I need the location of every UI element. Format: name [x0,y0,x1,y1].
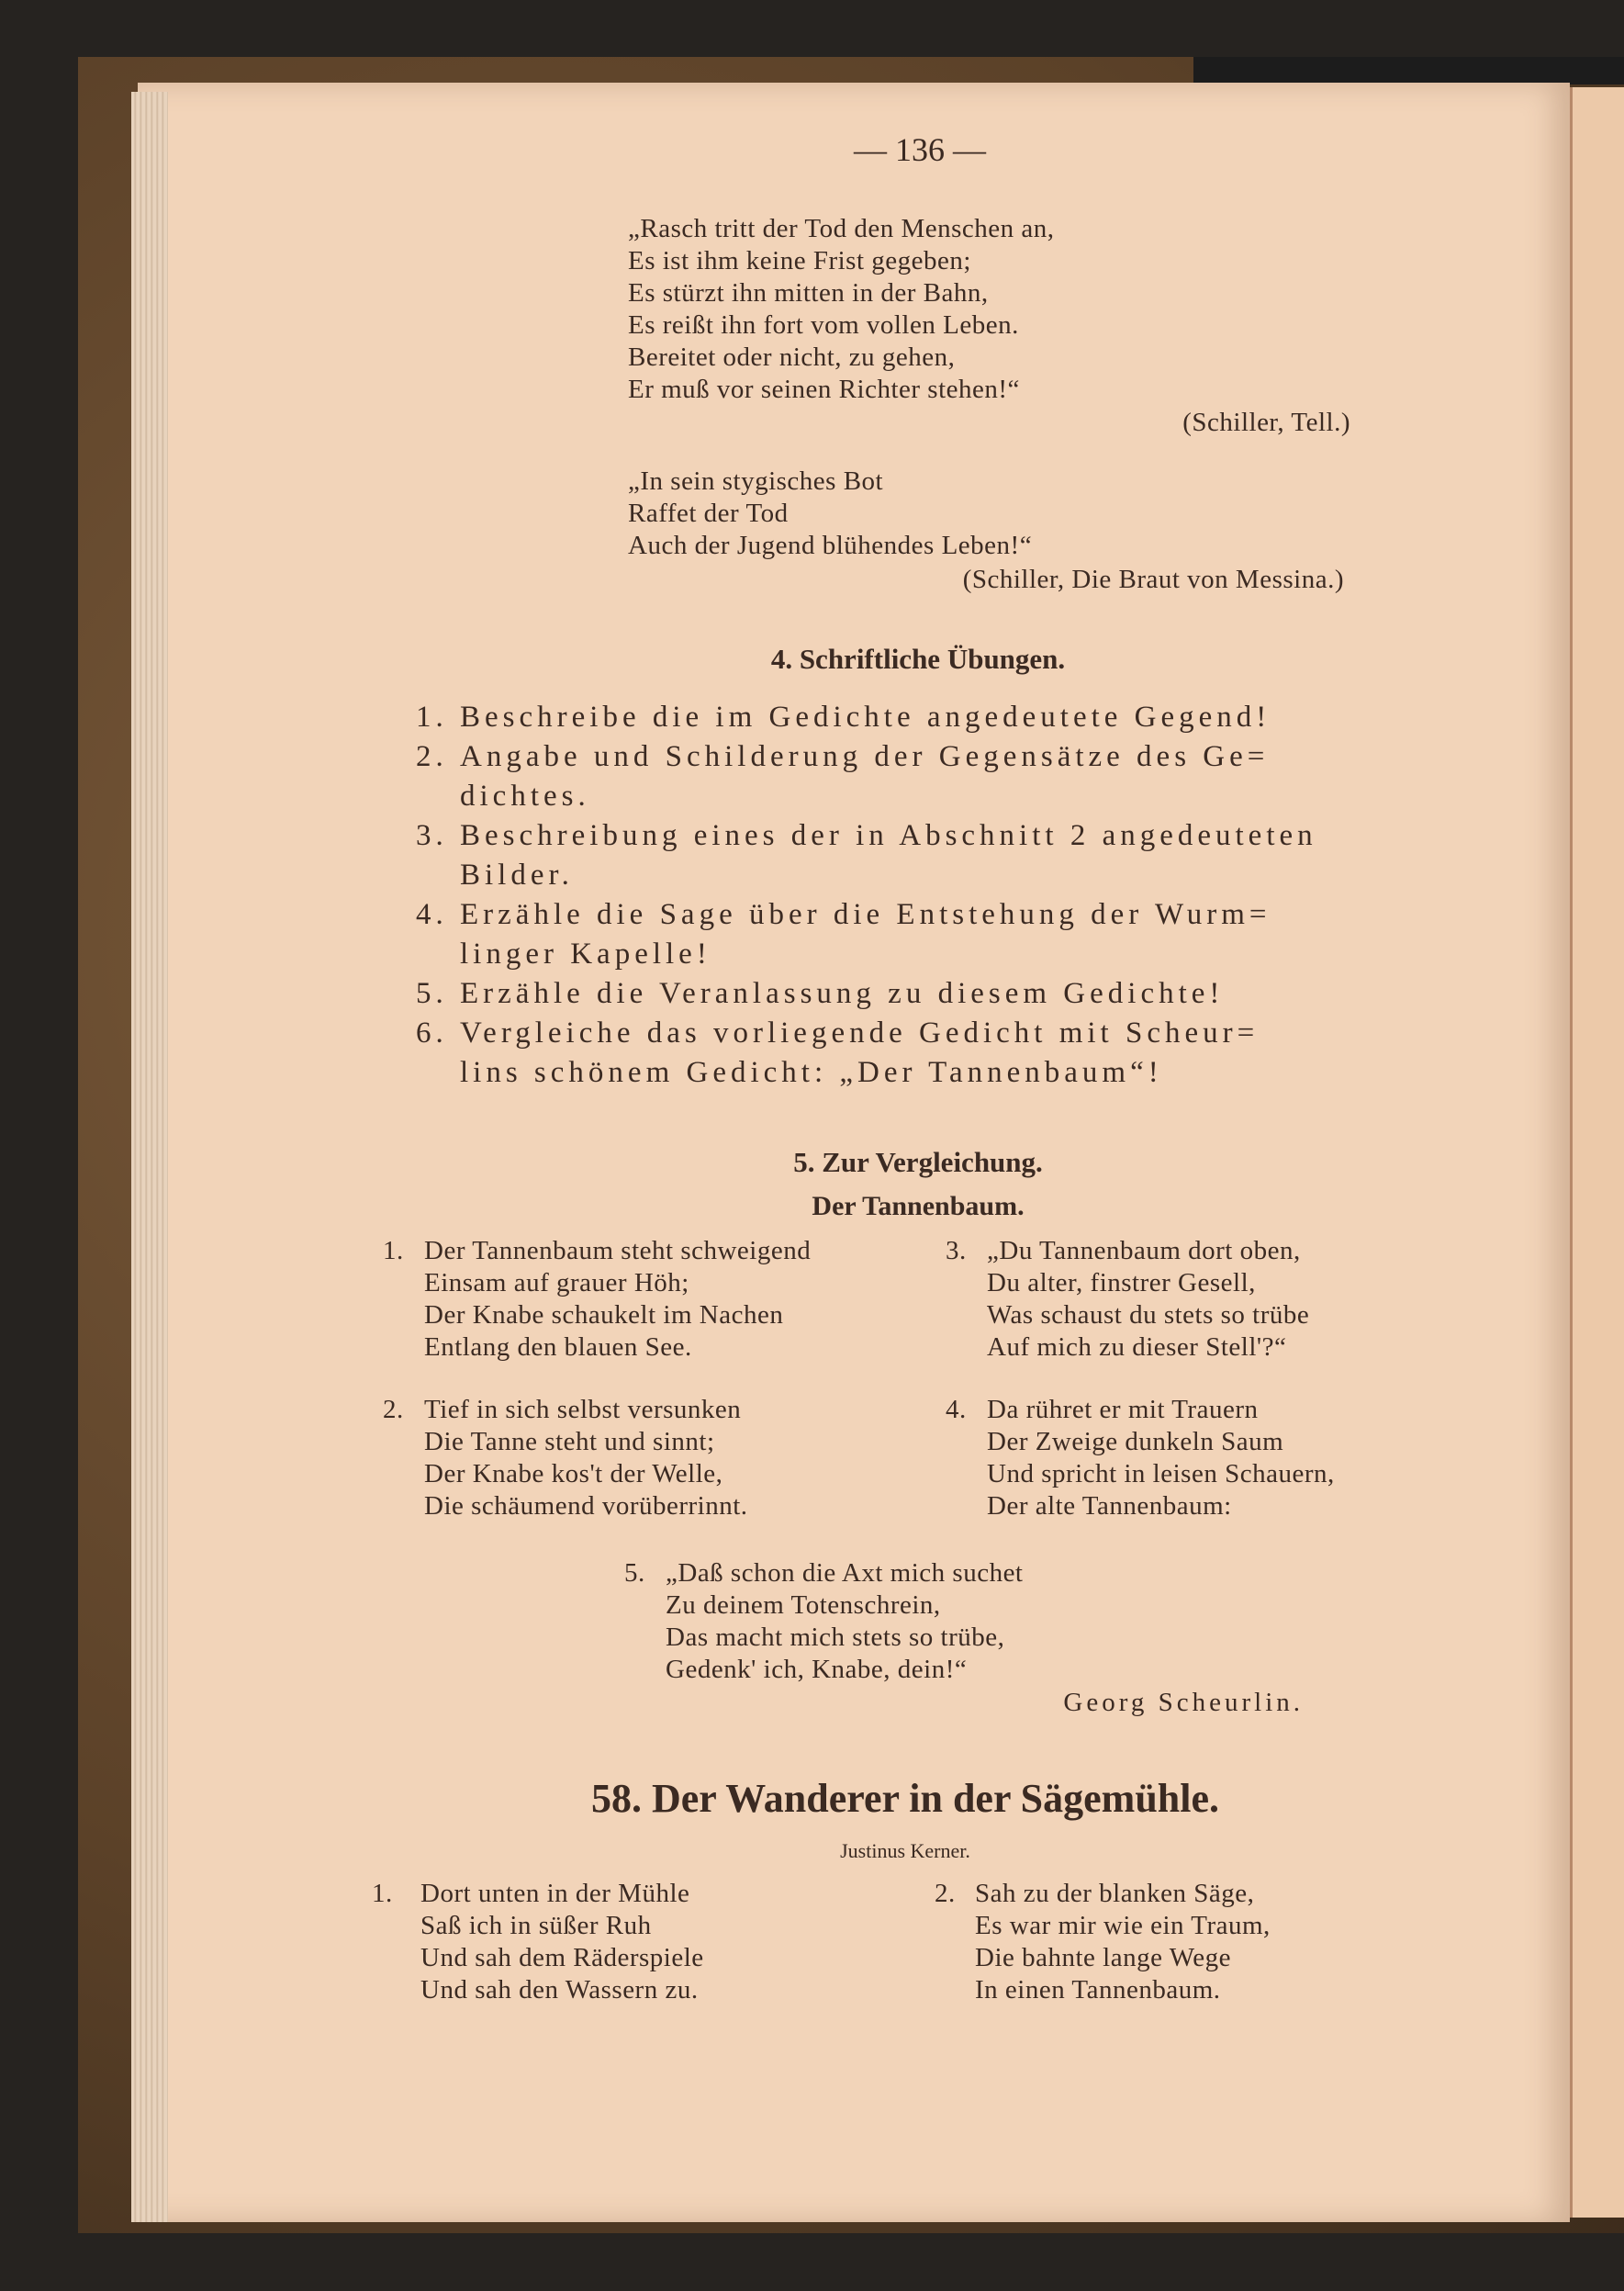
item-number: 5. [416,977,448,1010]
text-line: „Du Tannenbaum dort oben, [987,1236,1301,1265]
quote-schiller-tell [628,213,1055,406]
stanza [946,1235,1309,1364]
text-line: Saß ich in süßer Ruh [420,1911,652,1940]
exercise-list [416,698,1317,1093]
book-cover-top [1193,57,1624,84]
stanza [946,1394,1335,1522]
quote-attribution: (Schiller, Die Braut von Messina.) [962,565,1344,594]
text-line: Erzähle die Veranlassung zu diesem Gedichte! [460,977,1225,1010]
section-heading: 4. Schriftliche Übungen. [770,643,1066,675]
item-number: 2. [416,740,448,773]
text-line: lins schönem Gedicht: „Der Tannenbaum“! [460,1056,1163,1089]
text-line: Da rühret er mit Trauern [987,1395,1259,1424]
text-line: Erzähle die Sage über die Entstehung der Wurm= [460,898,1271,931]
text-line: Zu deinem Totenschrein, [666,1590,941,1620]
page-number: — 136 — [854,131,986,168]
text-line: Der alte Tannenbaum: [987,1491,1232,1521]
text-line: Und sah den Wassern zu. [420,1975,699,2005]
stanza [935,1878,1271,2006]
quote-attribution: (Schiller, Tell.) [1182,408,1350,437]
text-line: Der Zweige dunkeln Saum [987,1427,1284,1456]
text-line: Es ist ihm keine Frist gegeben; [628,246,971,275]
text-line: Beschreibung eines der in Abschnitt 2 angedeuteten [460,819,1317,852]
text-line: Raffet der Tod [628,499,789,528]
text-line: „Rasch tritt der Tod den Menschen an, [628,214,1055,243]
text-line: Einsam auf grauer Höh; [424,1268,689,1297]
text-line: Angabe und Schilderung der Gegensätze des Ge= [460,740,1270,773]
item-number: 3. [416,819,448,852]
poem-title: Der Tannenbaum. [812,1191,1025,1221]
stanza [383,1394,748,1522]
text-line: dichtes. [460,780,590,813]
text-line: linger Kapelle! [460,938,711,971]
text-line: Bilder. [460,859,574,892]
text-line: Auch der Jugend blühendes Leben!“ [628,531,1033,560]
text-line: Der Knabe schaukelt im Nachen [424,1300,784,1330]
text-line: Vergleiche das vorliegende Gedicht mit Scheur= [460,1016,1260,1050]
text-line: Sah zu der blanken Säge, [975,1879,1255,1908]
item-number: 1. [372,1879,393,1908]
text-line: Bereitet oder nicht, zu gehen, [628,343,956,372]
text-line: Gedenk' ich, Knabe, dein!“ [666,1655,968,1684]
text-line: Das macht mich stets so trübe, [666,1623,1005,1652]
text-line: Was schaust du stets so trübe [987,1300,1310,1330]
text-line: Du alter, finstrer Gesell, [987,1268,1256,1297]
text-line: „Daß schon die Axt mich suchet [666,1558,1024,1588]
item-number: 1. [416,701,448,734]
text-line: Der Knabe kos't der Welle, [424,1459,723,1488]
text-line: Die Tanne steht und sinnt; [424,1427,715,1456]
page-edges [131,92,168,2222]
section-heading: 5. Zur Vergleichung. [793,1146,1043,1178]
text-line: Die schäumend vorüberrinnt. [424,1491,748,1521]
text-line: Entlang den blauen See. [424,1332,692,1362]
item-number: 2. [935,1879,956,1908]
quote-schiller-messina [628,466,1032,562]
item-number: 2. [383,1395,404,1424]
text-line: Der Tannenbaum steht schweigend [424,1236,812,1265]
stanza [383,1235,811,1364]
text-line: Es reißt ihn fort vom vollen Leben. [628,310,1019,340]
text-line: Dort unten in der Mühle [420,1879,690,1908]
text-line: Auf mich zu dieser Stell'?“ [987,1332,1287,1362]
text-line: Tief in sich selbst versunken [424,1395,742,1424]
text-line: Beschreibe die im Gedichte angedeutete Gegend! [460,701,1271,734]
chapter-title: 58. Der Wanderer in der Sägemühle. [590,1776,1220,1821]
stanza [372,1878,704,2006]
item-number: 1. [383,1236,404,1265]
text-line: Die bahnte lange Wege [975,1943,1231,1972]
facing-page-edge [1570,87,1624,2218]
item-number: 4. [416,898,448,931]
poem-author: Georg Scheurlin. [1063,1688,1304,1717]
item-number: 5. [624,1558,645,1588]
item-number: 4. [946,1395,967,1424]
text-line: Und sah dem Räderspiele [420,1943,704,1972]
text-line: „In sein stygisches Bot [628,466,884,496]
text-line: Es war mir wie ein Traum, [975,1911,1271,1940]
item-number: 6. [416,1016,448,1050]
text-line: In einen Tannenbaum. [975,1975,1221,2005]
text-line: Und spricht in leisen Schauern, [987,1459,1335,1488]
item-number: 3. [946,1236,967,1265]
text-line: Er muß vor seinen Richter stehen!“ [628,375,1020,404]
text-line: Es stürzt ihn mitten in der Bahn, [628,278,989,308]
chapter-author: Justinus Kerner. [840,1839,970,1862]
stanza [624,1557,1024,1686]
